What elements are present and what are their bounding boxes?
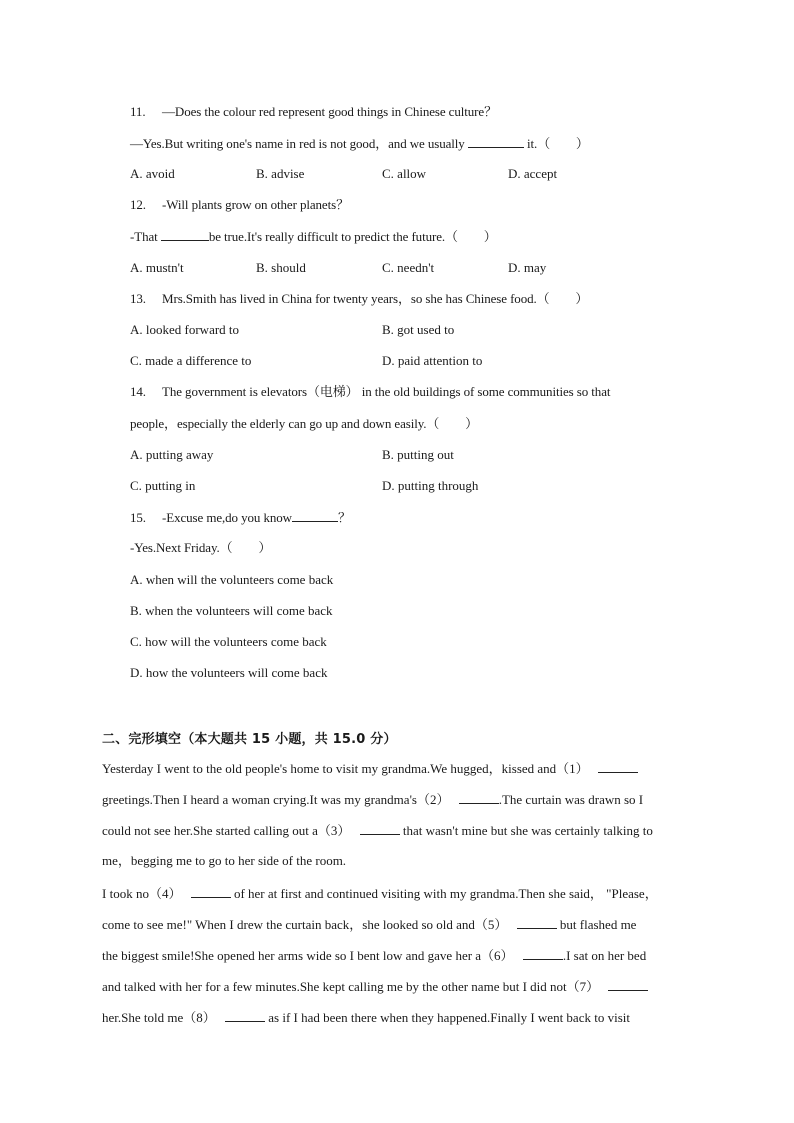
option-d: D. may — [508, 260, 547, 275]
passage-line — [102, 1009, 630, 1026]
question-text: ？ — [337, 510, 351, 525]
question-15-line2: -Yes.Next Friday.（ ） — [130, 540, 272, 555]
passage-line — [102, 885, 658, 902]
question-number: 15. — [130, 510, 146, 525]
option-d: D. paid attention to — [382, 353, 483, 368]
question-12-line2 — [130, 228, 497, 245]
question-text: be true.It's really difficult to predict the future.（ ） — [208, 229, 497, 244]
answer-blank — [523, 947, 563, 960]
question-number: 13. — [130, 291, 146, 306]
question-14-stem — [130, 384, 610, 400]
question-text: The government is elevators（电梯） in the old buildings of some communities so that — [162, 384, 611, 399]
answer-blank — [191, 885, 231, 898]
option-a: A. avoid — [130, 166, 175, 181]
passage-line — [102, 916, 636, 933]
question-text: Mrs.Smith has lived in China for twenty years，so she has Chinese food.（ ） — [162, 291, 589, 306]
passage-line — [102, 947, 646, 964]
answer-blank — [225, 1009, 265, 1022]
passage-line — [102, 978, 648, 995]
option-b: B. should — [256, 260, 306, 275]
passage-text: .I sat on her bed — [562, 948, 647, 963]
option-a: A. looked forward to — [130, 322, 240, 337]
passage-text: I took no（4） — [102, 886, 182, 901]
question-text: -Excuse me,do you know — [162, 510, 292, 525]
section-title: 二、完形填空（本大题共 15 小题，共 15.0 分） — [102, 732, 397, 747]
question-text: -That — [130, 229, 158, 244]
passage-text: and talked with her for a few minutes.She kept calling me by the other name but I did not（7） — [102, 979, 600, 994]
answer-blank — [161, 228, 209, 241]
option-c: C. needn't — [382, 260, 435, 275]
question-number: 11. — [130, 104, 146, 119]
question-12-stem — [130, 197, 349, 213]
question-15-stem — [130, 509, 351, 526]
passage-text: as if I had been there when they happened.Finally I went back to visit — [268, 1010, 630, 1025]
option-c: C. how will the volunteers come back — [130, 634, 327, 649]
option-c: C. allow — [382, 166, 427, 181]
answer-blank — [360, 822, 400, 835]
option-a: A. putting away — [130, 447, 214, 462]
passage-text: come to see me!" When I drew the curtain back，she looked so old and（5） — [102, 917, 508, 932]
option-b: B. when the volunteers will come back — [130, 603, 333, 618]
question-13-stem — [130, 291, 588, 307]
option-d: D. accept — [508, 166, 558, 181]
option-b: B. got used to — [382, 322, 455, 337]
passage-text: that wasn't mine but she was certainly talking to — [402, 823, 653, 838]
question-number: 12. — [130, 197, 146, 212]
passage-line — [102, 760, 638, 777]
answer-blank — [517, 916, 557, 929]
question-text: -Will plants grow on other planets？ — [162, 197, 349, 212]
option-c: C. made a difference to — [130, 353, 252, 368]
question-14-line2: people，especially the elderly can go up and down easily.（ ） — [130, 416, 479, 431]
passage-text: .The curtain was drawn so I — [498, 792, 644, 807]
option-d: D. how the volunteers will come back — [130, 665, 328, 680]
passage-line — [102, 791, 643, 808]
question-text: —Yes.But writing one's name in red is not good，and we usually — [130, 136, 465, 151]
option-c: C. putting in — [130, 478, 196, 493]
answer-blank — [459, 791, 499, 804]
answer-blank — [468, 135, 524, 148]
question-11-stem — [130, 104, 497, 120]
passage-text: greetings.Then I heard a woman crying.It was my grandma's（2） — [102, 792, 450, 807]
passage-text: could not see her.She started calling out a（3） — [102, 823, 351, 838]
option-a: A. when will the volunteers come back — [130, 572, 334, 587]
passage-text: her.She told me（8） — [102, 1010, 216, 1025]
passage-line: me，begging me to go to her side of the room. — [102, 853, 347, 868]
option-b: B. advise — [256, 166, 305, 181]
question-text: —Does the colour red represent good things in Chinese culture？ — [162, 104, 497, 119]
passage-line — [102, 822, 653, 839]
answer-blank — [598, 760, 638, 773]
passage-text: the biggest smile!She opened her arms wide so I bent low and gave her a（6） — [102, 948, 514, 963]
answer-blank — [292, 509, 338, 522]
option-a: A. mustn't — [130, 260, 184, 275]
question-text: it.（ ） — [527, 136, 589, 151]
option-d: D. putting through — [382, 478, 479, 493]
question-number: 14. — [130, 384, 146, 399]
passage-text: Yesterday I went to the old people's home to visit my grandma.We hugged，kissed and（1） — [102, 761, 589, 776]
question-11-line2 — [130, 135, 589, 152]
answer-blank — [608, 978, 648, 991]
passage-text: but flashed me — [559, 917, 637, 932]
option-b: B. putting out — [382, 447, 454, 462]
passage-text: of her at first and continued visiting with my grandma.Then she said， "Please， — [233, 886, 658, 901]
